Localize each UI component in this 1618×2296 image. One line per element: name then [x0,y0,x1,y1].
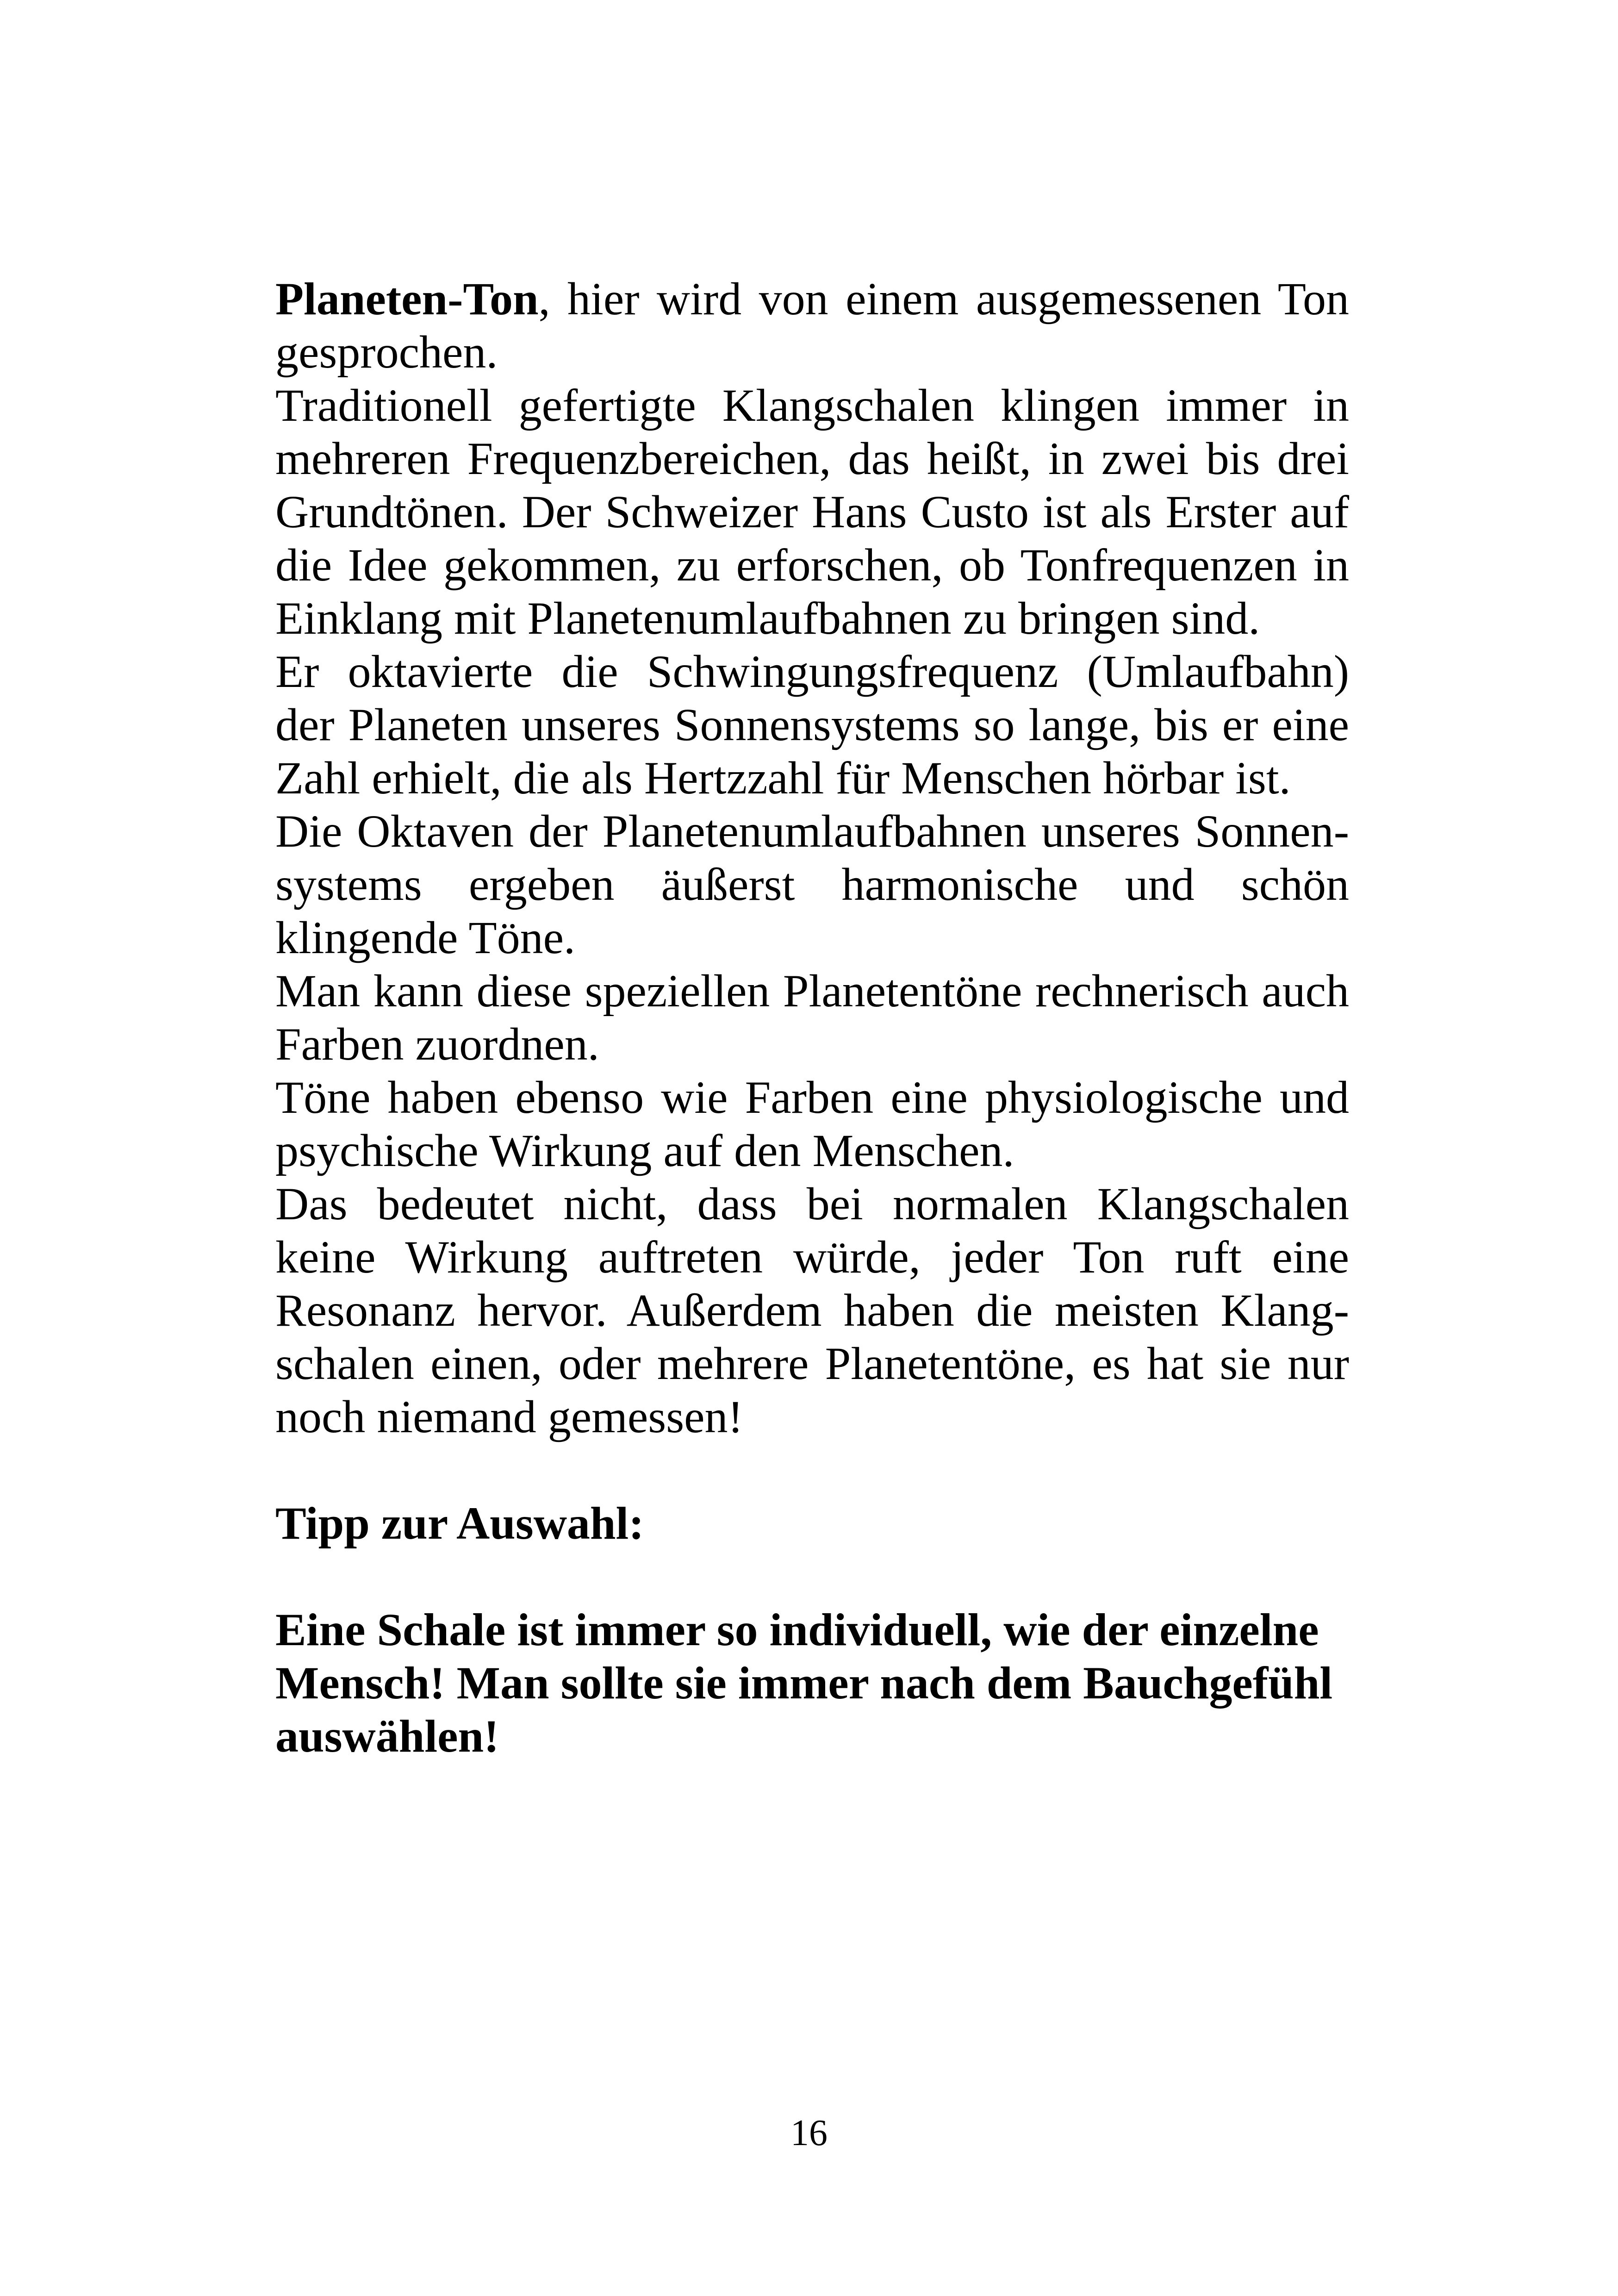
paragraph-harmony: Die Oktaven der Planetenumlaufbahnen unseres Sonnensystems ergeben äußerst harmonische und schön klingende Töne. [275,805,1349,963]
paragraph-custo: Traditionell gefertigte Klangschalen klingen immer in mehreren Frequenzbereichen, das heißt, in zwei bis drei Grundtönen. Der Schweizer Hans Custo ist als Erster auf die Idee gekommen, zu erforschen, ob Tonfrequenzen in Einklang mit Planetenumlaufbahnen zu bringen sind. [275,380,1349,644]
intro-text: , hier wird von einem ausgemessenen Ton gesprochen. [275,273,1349,378]
intro-paragraph [275,272,1349,379]
paragraph-effect: Töne haben ebenso wie Farben eine physiologische und psychische Wirkung auf den Menschen. [275,1072,1349,1176]
paragraph-octave: Er oktavierte die Schwingungsfrequenz (Umlaufbahn) der Planeten unseres Sonnensystems so lange, bis er eine Zahl erhielt, die als Hertzzahl für Menschen hörbar ist. [275,646,1349,804]
paragraph-colors: Man kann diese speziellen Planetentöne rechnerisch auch Farben zuordnen. [275,965,1349,1070]
intro-term: Planeten-Ton [275,273,539,324]
page-number: 16 [790,2113,828,2153]
tip-heading: Tipp zur Auswahl: [275,1497,644,1549]
paragraph-resonance: Das bedeutet nicht, dass bei normalen Klangschalen keine Wirkung auftreten würde, jeder Ton ruft eine Resonanz hervor. Außerdem haben die meisten Klangschalen einen, oder mehrere Planetentöne, es hat sie nur noch niemand gemessen! [275,1178,1349,1442]
page-body [275,272,1349,1763]
tip-text: Eine Schale ist immer so individuell, wie der einzelne Mensch! Man sollte sie immer nach dem Bauchgefühl auswählen! [275,1604,1333,1762]
